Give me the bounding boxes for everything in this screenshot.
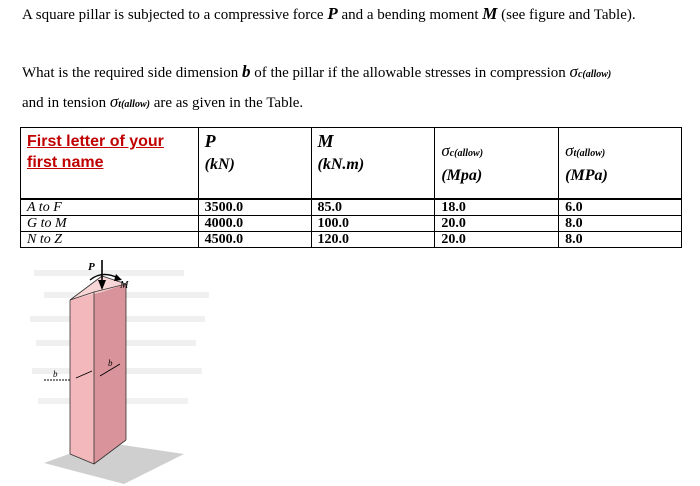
table-header-row (21, 128, 682, 200)
header-unit: (kN) (204, 156, 235, 173)
table-row (21, 199, 682, 216)
text-fragment: A square pillar is subjected to a compressive force (22, 7, 328, 23)
cell-range: A to F (21, 199, 199, 216)
cell-sigma-c: 20.0 (435, 216, 559, 232)
header-symbol (441, 141, 552, 161)
cell-M: 100.0 (311, 216, 435, 232)
cell-P: 4000.0 (198, 216, 311, 232)
text-fragment: of the pillar if the allowable stresses in compression (250, 65, 570, 81)
pillar-front-face (70, 292, 94, 464)
cell-sigma-c: 18.0 (435, 199, 559, 216)
header-unit: (Mpa) (441, 167, 483, 184)
header-subscript: c(allow) (449, 148, 484, 159)
pillar-figure (24, 258, 224, 486)
label-b-front: b (53, 369, 58, 379)
header-label: first name (27, 154, 104, 171)
header-symbol: P (204, 131, 216, 151)
header-symbol: M (317, 131, 334, 151)
problem-statement-line2 (22, 62, 687, 85)
pillar-side-face (94, 284, 126, 464)
cell-M: 120.0 (311, 232, 435, 248)
cell-range: G to M (21, 216, 199, 232)
header-subscript: t(allow) (573, 148, 606, 159)
header-sigma-c (435, 128, 559, 200)
label-P: P (88, 261, 95, 273)
header-unit: (MPa) (565, 167, 608, 184)
symbol-b: b (241, 62, 251, 81)
subscript-t-allow: t(allow) (118, 99, 150, 110)
symbol-P: P (327, 4, 338, 23)
header-P (198, 128, 311, 200)
header-sigma-t (559, 128, 682, 200)
label-M: M (120, 280, 129, 291)
cell-sigma-t: 8.0 (559, 232, 682, 248)
cell-range: N to Z (21, 232, 199, 248)
symbol-sigma: σ (109, 92, 119, 111)
text-fragment: and a bending moment (337, 7, 483, 23)
cell-sigma-t: 6.0 (559, 199, 682, 216)
sigma-glyph: σ (441, 141, 450, 160)
symbol-sigma: σ (569, 62, 578, 81)
sigma-glyph: σ (565, 141, 574, 160)
header-unit: (kN.m) (317, 156, 365, 173)
table-row (21, 232, 682, 248)
cell-P: 3500.0 (198, 199, 311, 216)
cell-M: 85.0 (311, 199, 435, 216)
cell-sigma-c: 20.0 (435, 232, 559, 248)
problem-statement-line1 (22, 4, 687, 25)
label-b-side: b (108, 358, 113, 368)
subscript-c-allow: c(allow) (577, 69, 612, 80)
text-fragment: (see figure and Table). (497, 7, 636, 23)
problem-statement-line3 (22, 92, 303, 115)
header-first-letter (21, 128, 199, 200)
header-label: First letter of your (27, 133, 164, 150)
symbol-M: M (482, 4, 498, 23)
cell-P: 4500.0 (198, 232, 311, 248)
table-row (21, 216, 682, 232)
header-symbol (565, 141, 675, 161)
text-fragment: and in tension (22, 95, 110, 111)
data-table (20, 127, 682, 248)
header-M (311, 128, 435, 200)
text-fragment: What is the required side dimension (22, 65, 242, 81)
text-fragment: are as given in the Table. (149, 95, 304, 111)
cell-sigma-t: 8.0 (559, 216, 682, 232)
